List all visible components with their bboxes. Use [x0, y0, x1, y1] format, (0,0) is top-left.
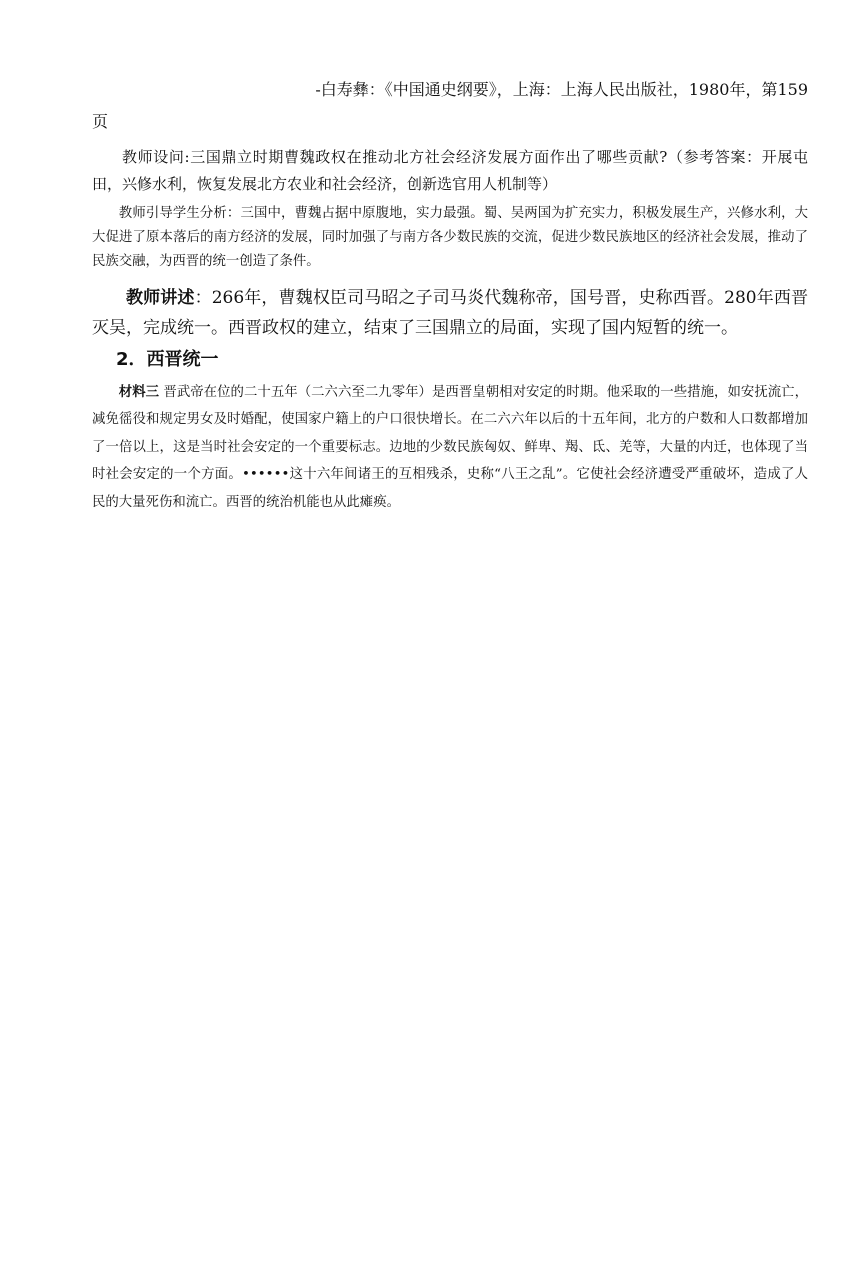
material-label: 材料三	[118, 385, 160, 400]
citation-page-suffix: 页	[92, 112, 109, 131]
citation-source-line: -白寿彝：《中国通史纲要》，上海：上海人民出版社，1980年，第159	[315, 80, 808, 99]
teacher-question-paragraph: 教师设问:三国鼎立时期曹魏政权在推动北方社会经济发展方面作出了哪些贡献?（参考答案：开展屯田，兴修水利，恢复发展北方农业和社会经济，创新选官用人机制等）	[92, 148, 808, 193]
lecture-label: 教师讲述	[126, 288, 195, 308]
material-three-paragraph	[92, 379, 808, 516]
teacher-lecture-paragraph	[92, 283, 808, 343]
section-heading: 2．西晋统一	[116, 349, 219, 370]
lecture-body: ：266年，曹魏权臣司马昭之子司马炎代魏称帝，国号晋，史称西晋。280年西晋灭吴，完成统一。西晋政权的建立，结束了三国鼎立的局面，实现了国内短暂的统一。	[92, 288, 808, 338]
teacher-analysis-paragraph: 教师引导学生分析：三国中，曹魏占据中原腹地，实力最强。蜀、吴两国为扩充实力，积极发展生产，兴修水利，大大促进了原本落后的南方经济的发展，同时加强了与南方各少数民族的交流，促进少数民族地区的经济社会发展，推动了民族交融，为西晋的统一创造了条件。	[92, 206, 808, 269]
material-body: 晋武帝在位的二十五年（二六六至二九零年）是西晋皇朝相对安定的时期。他采取的一些措施，如安抚流亡，减免徭役和规定男女及时婚配，使国家户籍上的户口很快增长。在二六六年以后的十五年间，北方的户数和人口数都增加了一倍以上，这是当时社会安定的一个重要标志。边地的少数民族匈奴、鲜卑、羯、氐、羌等，大量的内迁，也体现了当时社会安定的一个方面。••••••这十六年间诸王的互相残杀，史称“八王之乱”。它使社会经济遭受严重破坏，造成了人民的大量死伤和流亡。西晋的统治机能也从此瘫痪。	[92, 385, 808, 510]
